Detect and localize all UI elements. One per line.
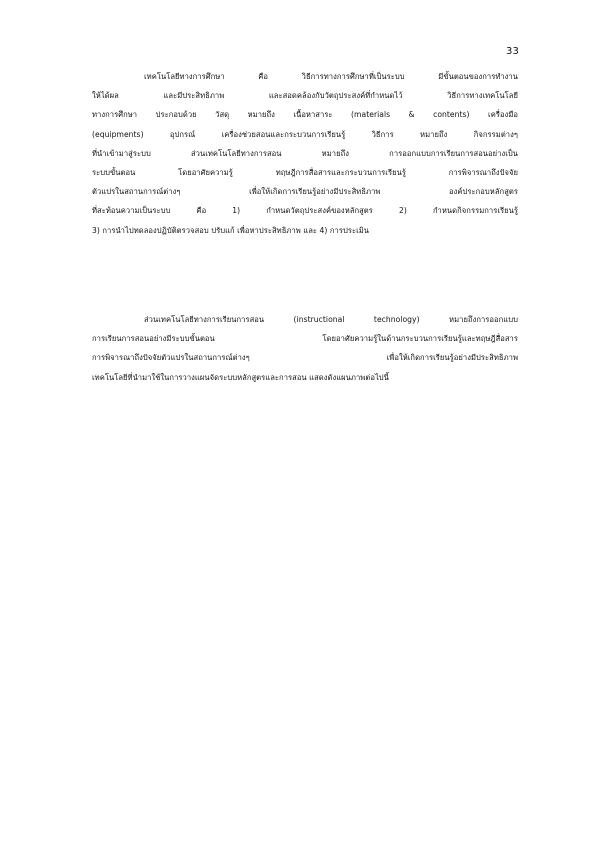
paragraph-line: ที่สะท้อนความเป็นระบบ คือ 1) กำหนดวัตถุประสงค์ของหลักสูตร 2) กำหนดกิจกรรมการเรียนรู้	[92, 206, 518, 216]
page-number: 33	[506, 46, 520, 57]
paragraph-line: เทคโนโลยีที่นำมาใช้ในการวางแผนจัดระบบหลักสูตรและการสอน แสดงดังแผนภาพต่อไปนี้	[92, 372, 389, 382]
paragraph-line: ที่นำเข้ามาสู่ระบบ ส่วนเทคโนโลยีทางการสอน หมายถึง การออกแบบการเรียนการสอนอย่างเป็น	[92, 148, 518, 158]
paragraph-line: ตัวแปรในสถานการณ์ต่างๆ เพื่อให้เกิดการเรียนรู้อย่างมีประสิทธิภาพ องค์ประกอบหลักสูตร	[92, 187, 518, 197]
paragraph-line: การพิจารณาถึงปัจจัยตัวแปรในสถานการณ์ต่างๆ เพื่อให้เกิดการเรียนรู้อย่างมีประสิทธิภาพ	[92, 353, 518, 363]
paragraph-line: ทางการศึกษา ประกอบด้วย วัสดุ หมายถึง เนื้อหาสาระ (materials & contents) เครื่องมือ	[92, 110, 518, 120]
paragraph-line: (equipments) อุปกรณ์ เครื่องช่วยสอนและกระบวนการเรียนรู้ วิธีการ หมายถึง กิจกรรมต่างๆ	[92, 129, 518, 139]
paragraph-line: ส่วนเทคโนโลยีทางการเรียนการสอน (instructional technology) หมายถึงการออกแบบ	[144, 315, 518, 324]
paragraph-line: ระบบขั้นตอน โดยอาศัยความรู้ ทฤษฎีการสื่อสารและกระบวนการเรียนรู้ การพิจารณาถึงปัจจัย	[92, 167, 518, 177]
paragraph-instructional-technology	[92, 310, 518, 387]
paragraph-line: การเรียนการสอนอย่างมีระบบขั้นตอน โดยอาศัยความรู้ในด้านกระบวนการเรียนรู้และทฤษฎีสื่อสาร	[92, 334, 518, 344]
paragraph-line: 3) การนำไปทดลองปฏิบัติตรวจสอบ ปรับแก้ เพื่อหาประสิทธิภาพ และ 4) การประเมิน	[92, 225, 370, 235]
paragraph-line: ให้ได้ผล และมีประสิทธิภาพ และสอดคล้องกับวัตถุประสงค์ที่กำหนดไว้ วิธีการทางเทคโนโลยี	[92, 91, 518, 101]
paragraph-educational-technology	[92, 67, 518, 240]
paragraph-line: เทคโนโลยีทางการศึกษา คือ วิธีการทางการศึกษาที่เป็นระบบ มีขั้นตอนของการทำงาน	[144, 72, 518, 81]
